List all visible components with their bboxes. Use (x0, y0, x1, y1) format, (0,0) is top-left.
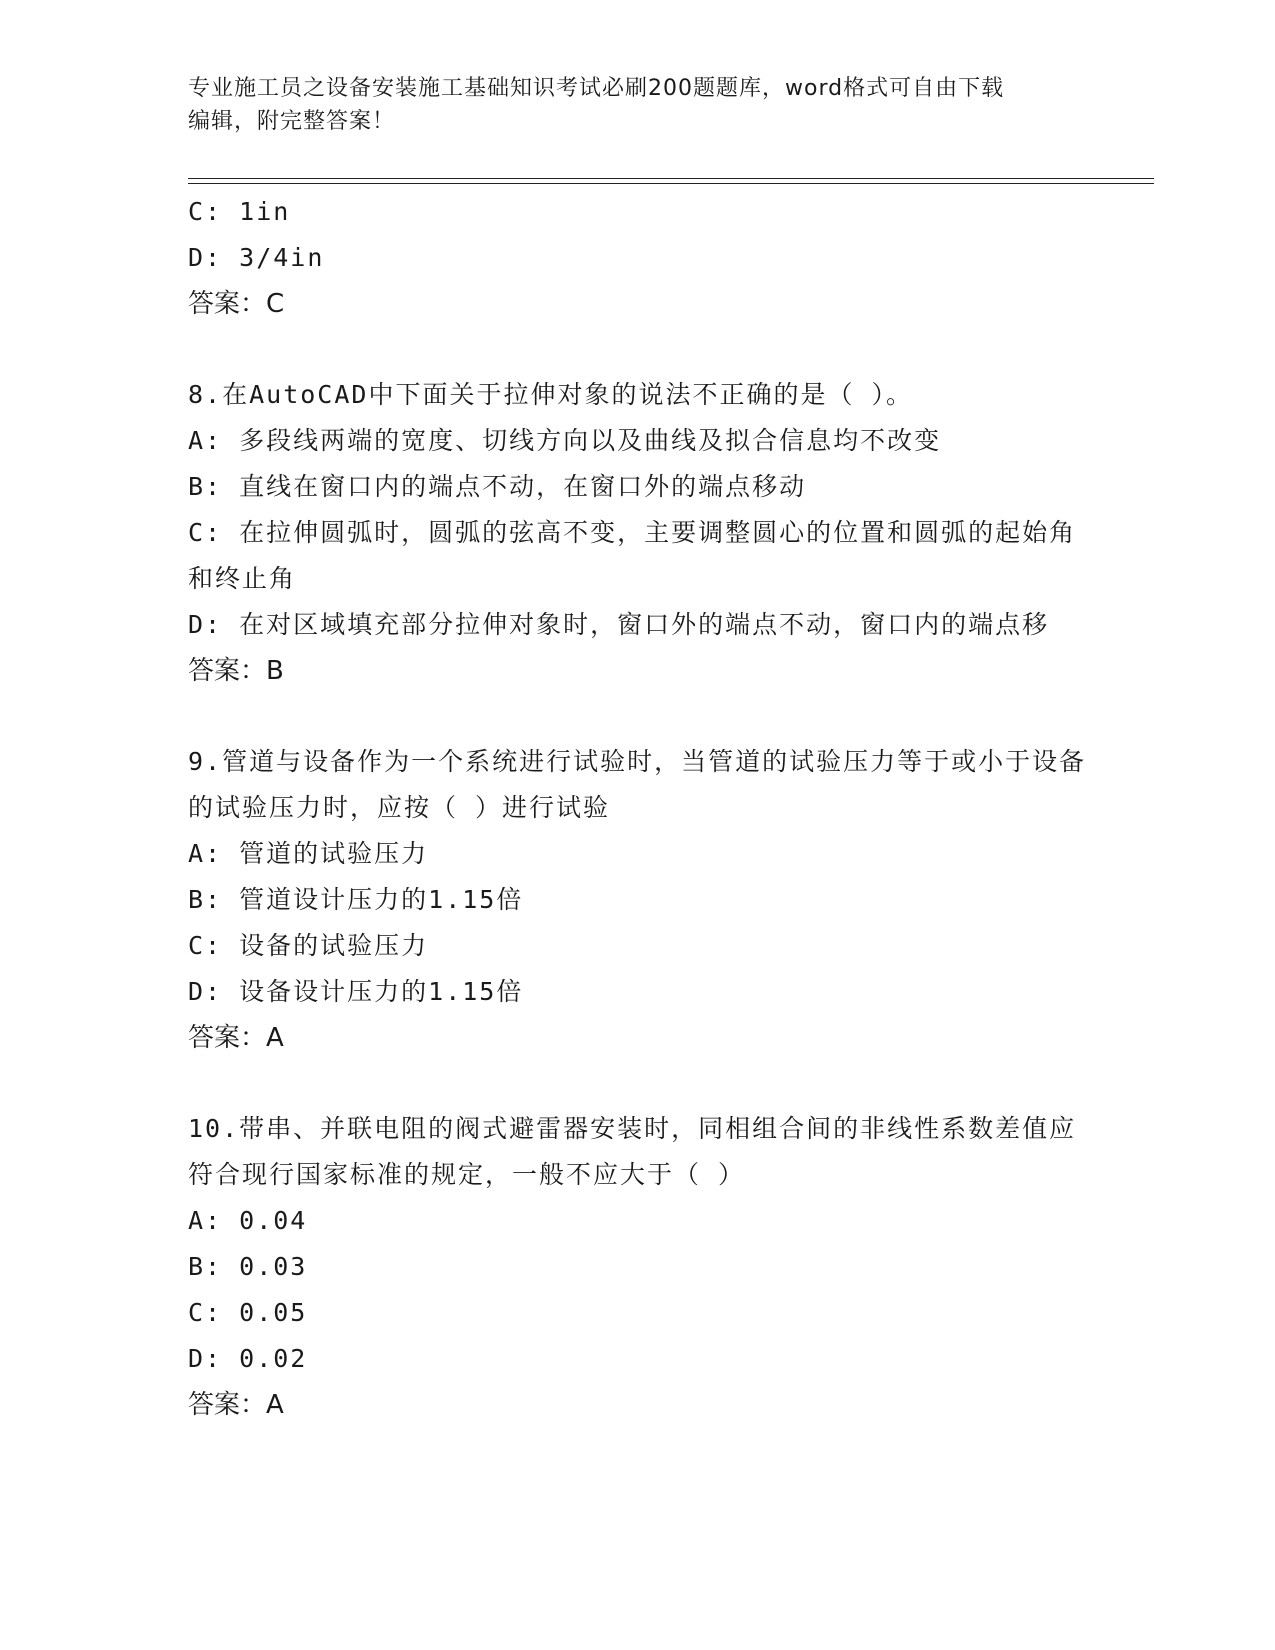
option-a: A: 0.04 (188, 1206, 308, 1235)
option-d: D: 0.02 (188, 1344, 308, 1373)
option-a: A: 管道的试验压力 (188, 839, 429, 868)
option-b: B: 管道设计压力的1.15倍 (188, 885, 524, 914)
header-title-line-2: 编辑，附完整答案！ (188, 109, 396, 134)
header-title-line-1: 专业施工员之设备安装施工基础知识考试必刷200题题库，word格式可自由下载 (188, 76, 1005, 101)
header-divider-top (188, 178, 1154, 179)
question-block-8 (188, 372, 1088, 694)
option-d: D: 在对区域填充部分拉伸对象时，窗口外的端点不动，窗口内的端点移 (188, 610, 1050, 639)
option-a: A: 多段线两端的宽度、切线方向以及曲线及拟合信息均不改变 (188, 426, 942, 455)
spacer (188, 694, 1088, 739)
answer-label: 答案：A (188, 1023, 284, 1053)
option-d: D: 3/4in (188, 243, 325, 272)
option-c: C: 设备的试验压力 (188, 931, 429, 960)
spacer (188, 1061, 1088, 1106)
option-b: B: 0.03 (188, 1252, 308, 1281)
option-c: C: 0.05 (188, 1298, 308, 1327)
spacer (188, 327, 1088, 372)
option-d: D: 设备设计压力的1.15倍 (188, 977, 524, 1006)
document-header (188, 72, 1088, 138)
option-b: B: 直线在窗口内的端点不动，在窗口外的端点移动 (188, 472, 807, 501)
answer-label: 答案：B (188, 656, 284, 686)
question-block-9 (188, 739, 1088, 1061)
question-stem: 9.管道与设备作为一个系统进行试验时，当管道的试验压力等于或小于设备的试验压力时，应按（ ）进行试验 (188, 747, 1087, 822)
question-block-prev (188, 189, 1088, 327)
question-list (188, 189, 1088, 1428)
answer-label: 答案：A (188, 1390, 284, 1420)
option-c: C: 在拉伸圆弧时，圆弧的弦高不变，主要调整圆心的位置和圆弧的起始角和终止角 (188, 518, 1077, 593)
option-c: C: 1in (188, 197, 291, 226)
header-divider-bottom (188, 183, 1154, 184)
question-stem: 8.在AutoCAD中下面关于拉伸对象的说法不正确的是（ ）。 (188, 380, 914, 409)
question-block-10 (188, 1106, 1088, 1428)
answer-label: 答案：C (188, 289, 285, 319)
question-stem: 10.带串、并联电阻的阀式避雷器安装时，同相组合间的非线性系数差值应符合现行国家标准的规定，一般不应大于（ ） (188, 1114, 1077, 1189)
